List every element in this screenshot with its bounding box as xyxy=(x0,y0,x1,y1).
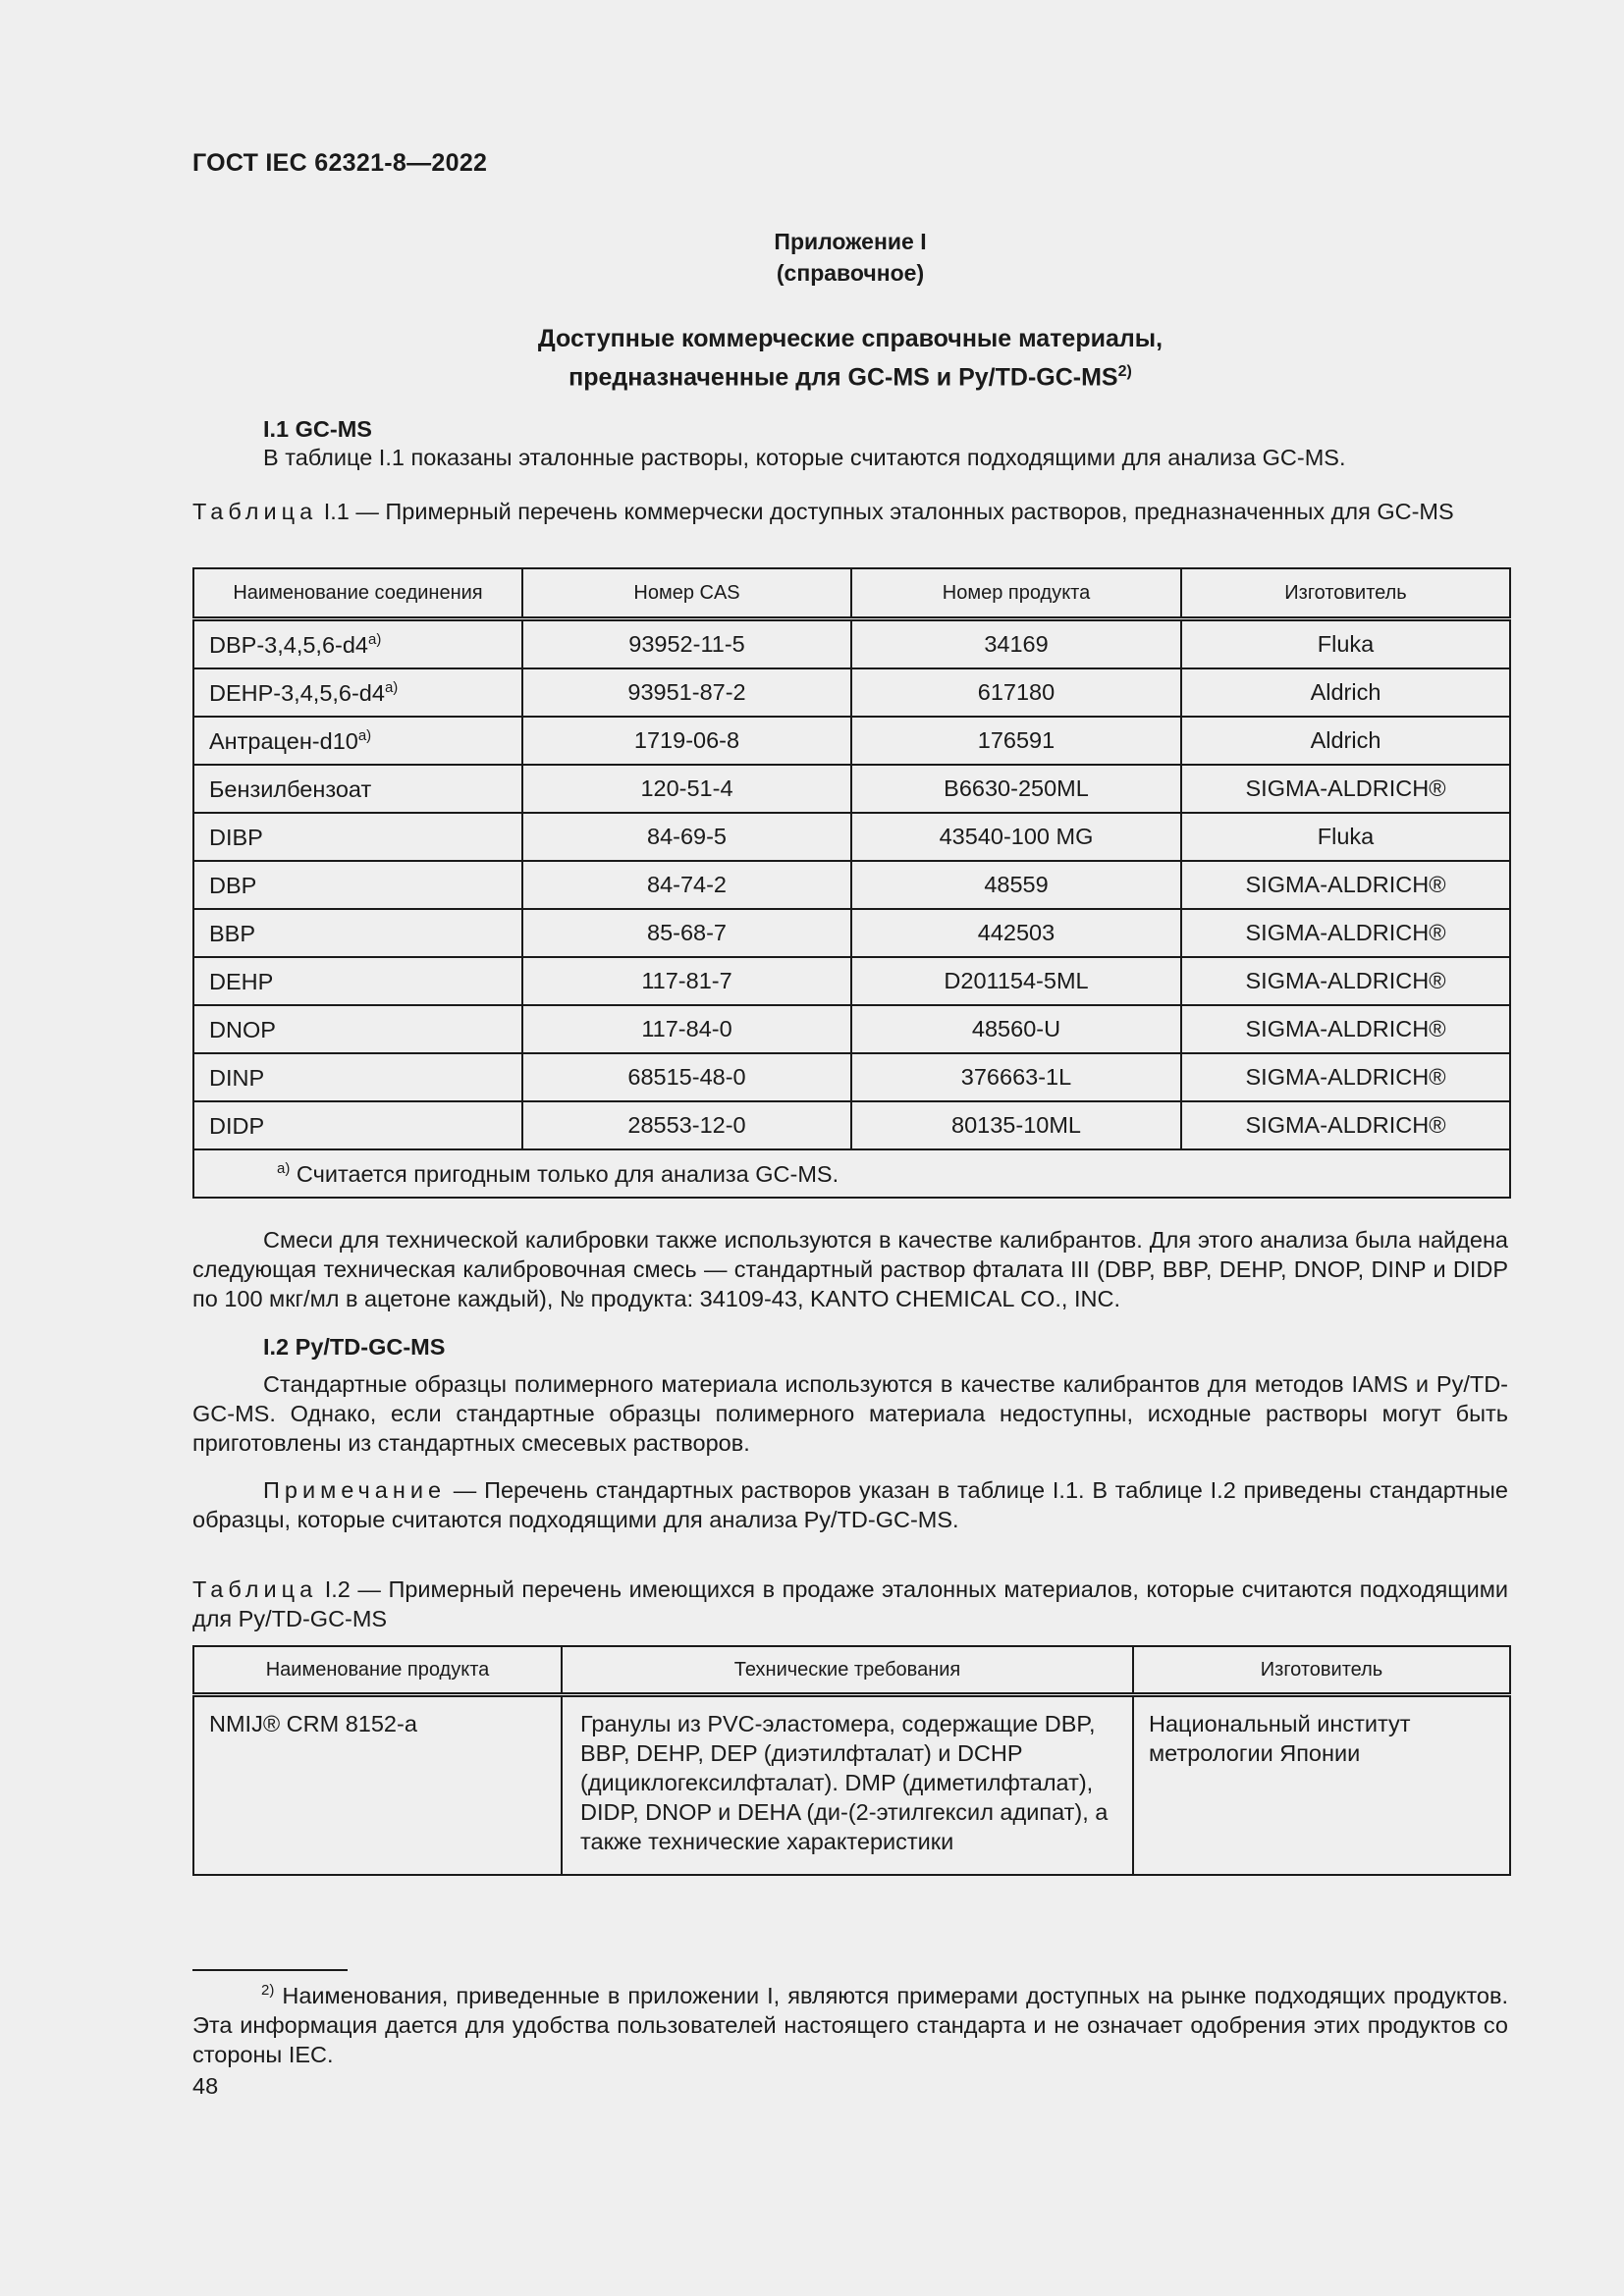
column-header: Номер CAS xyxy=(522,568,851,619)
table-row xyxy=(193,1695,1510,1876)
product-number-cell: 43540-100 MG xyxy=(851,813,1181,861)
page-footnote: $^{2)}$ Наименования, приведенные в приложении I, являются примерами доступных на рынке подходящих продуктов. Эта информация дается для удобства пользователей настоящего стандарта и не означает одобрения этих продуктов со стороны IEC. xyxy=(192,1982,1508,2067)
compound-name-cell: DIBP xyxy=(193,813,522,861)
compound-name-cell: BBP xyxy=(193,909,522,957)
cas-number-cell: 120-51-4 xyxy=(522,765,851,813)
column-header: Номер продукта xyxy=(851,568,1181,619)
table-row xyxy=(193,1005,1510,1053)
compound-name-cell: DNOP xyxy=(193,1005,522,1053)
requirements-cell: Гранулы из PVC-эластомера, содержащие DBP, BBP, DEHP, DEP (диэтилфталат) и DCHP (дициклогексилфталат). DMP (диметилфталат), DIDP, DNOP и DEHA (ди-(2-этилгексил адипат), а также технические характеристики xyxy=(562,1695,1133,1876)
table-header-row xyxy=(193,1646,1510,1695)
table-footnote: $^{a)}$ Считается пригодным только для анализа GC-MS. xyxy=(193,1149,1510,1198)
annex-heading-line1: Доступные коммерческие справочные материалы, xyxy=(537,325,1164,352)
cas-number-cell: 117-81-7 xyxy=(522,957,851,1005)
manufacturer-cell: Aldrich xyxy=(1181,668,1510,717)
reference-materials-table xyxy=(192,1645,1511,1876)
table-footnote-row xyxy=(193,1149,1510,1198)
cas-number-cell: 85-68-7 xyxy=(522,909,851,957)
cas-number-cell: 84-74-2 xyxy=(522,861,851,909)
table-row xyxy=(193,1101,1510,1149)
cas-number-cell: 84-69-5 xyxy=(522,813,851,861)
footnote-ref: a) xyxy=(384,678,399,696)
table-row xyxy=(193,909,1510,957)
manufacturer-cell: Национальный институт метрологии Японии xyxy=(1133,1695,1510,1876)
product-number-cell: 48559 xyxy=(851,861,1181,909)
compound-name-cell: DEHP xyxy=(193,957,522,1005)
compound-name-cell: Антрацен-d10$^{a)}$ xyxy=(193,717,522,765)
compound-name-cell: DBP-3,4,5,6-d4$^{a)}$ xyxy=(193,619,522,669)
compound-name-cell: DINP xyxy=(193,1053,522,1101)
footnote-ref: a) xyxy=(357,726,372,744)
manufacturer-cell: SIGMA-ALDRICH® xyxy=(1181,1005,1510,1053)
manufacturer-cell: SIGMA-ALDRICH® xyxy=(1181,1101,1510,1149)
column-header: Технические требования xyxy=(562,1646,1133,1695)
product-number-cell: 176591 xyxy=(851,717,1181,765)
table-row xyxy=(193,861,1510,909)
cas-number-cell: 117-84-0 xyxy=(522,1005,851,1053)
product-number-cell: B6630-250ML xyxy=(851,765,1181,813)
column-header: Изготовитель xyxy=(1181,568,1510,619)
compound-name-cell: DEHP-3,4,5,6-d4$^{a)}$ xyxy=(193,668,522,717)
product-number-cell: 617180 xyxy=(851,668,1181,717)
table-header-row xyxy=(193,568,1510,619)
column-header: Наименование продукта xyxy=(193,1646,562,1695)
column-header: Изготовитель xyxy=(1133,1646,1510,1695)
manufacturer-cell: SIGMA-ALDRICH® xyxy=(1181,909,1510,957)
compound-name-cell: DBP xyxy=(193,861,522,909)
section2-paragraph: Стандартные образцы полимерного материала используются в качестве калибрантов для методов IAMS и Py/TD-GC-MS. Однако, если стандартные образцы полимерного материала недоступны, исходные растворы могут быть приготовлены из стандартных смесевых растворов. xyxy=(192,1371,1508,1456)
manufacturer-cell: SIGMA-ALDRICH® xyxy=(1181,957,1510,1005)
cas-number-cell: 1719-06-8 xyxy=(522,717,851,765)
calibration-paragraph: Смеси для технической калибровки также используются в качестве калибрантов. Для этого анализа была найдена следующая техническая калибровочная смесь — стандартный раствор фталата III (DBP, BBP, DEHP, DNOP, DINP и DIDP по 100 мкг/мл в ацетоне каждый), № продукта: 34109-43, KANTO CHEMICAL CO., INC. xyxy=(192,1227,1508,1311)
table-row xyxy=(193,668,1510,717)
cas-number-cell: 28553-12-0 xyxy=(522,1101,851,1149)
table-row xyxy=(193,619,1510,669)
annex-heading xyxy=(192,322,1508,394)
manufacturer-cell: SIGMA-ALDRICH® xyxy=(1181,765,1510,813)
product-number-cell: 80135-10ML xyxy=(851,1101,1181,1149)
column-header: Наименование соединения xyxy=(193,568,522,619)
cas-number-cell: 68515-48-0 xyxy=(522,1053,851,1101)
cas-number-cell: 93951-87-2 xyxy=(522,668,851,717)
compound-name-cell: Бензилбензоат xyxy=(193,765,522,813)
manufacturer-cell: SIGMA-ALDRICH® xyxy=(1181,1053,1510,1101)
footnote-divider xyxy=(192,1969,348,1971)
annex-heading-line2: предназначенные для GC-MS и Py/TD-GC-MS$^{2)}$ xyxy=(568,363,1132,392)
reference-solutions-table xyxy=(192,567,1511,1199)
document-id: ГОСТ IEC 62321-8—2022 xyxy=(192,149,488,177)
product-number-cell: 376663-1L xyxy=(851,1053,1181,1101)
product-number-cell: D201154-5ML xyxy=(851,957,1181,1005)
footnote-ref: a) xyxy=(367,630,382,648)
section-heading-1: I.1 GC-MS xyxy=(263,416,372,442)
manufacturer-cell: SIGMA-ALDRICH® xyxy=(1181,861,1510,909)
product-name-cell: NMIJ® CRM 8152-a xyxy=(193,1695,562,1876)
annex-title xyxy=(192,226,1508,289)
table-row xyxy=(193,1053,1510,1101)
table2-caption: Таблица I.2 — Примерный перечень имеющихся в продаже эталонных материалов, которые считаются подходящими для Py/TD-GC-MS xyxy=(192,1576,1509,1631)
table-row xyxy=(193,957,1510,1005)
manufacturer-cell: Aldrich xyxy=(1181,717,1510,765)
annex-type: (справочное) xyxy=(776,260,925,286)
section-heading-2: I.2 Py/TD-GC-MS xyxy=(263,1334,446,1360)
compound-name-cell: DIDP xyxy=(193,1101,522,1149)
cas-number-cell: 93952-11-5 xyxy=(522,619,851,669)
table1-caption: Таблица I.1 — Примерный перечень коммерчески доступных эталонных растворов, предназначенных для GC-MS xyxy=(192,499,1454,524)
table-row xyxy=(193,717,1510,765)
manufacturer-cell: Fluka xyxy=(1181,619,1510,669)
page-number: 48 xyxy=(192,2073,219,2099)
annex-label: Приложение I xyxy=(774,229,927,254)
table-row xyxy=(193,765,1510,813)
product-number-cell: 442503 xyxy=(851,909,1181,957)
table-row xyxy=(193,813,1510,861)
footnote-ref: 2) xyxy=(1117,363,1132,380)
section1-intro: В таблице I.1 показаны эталонные растворы, которые считаются подходящими для анализа GC-MS. xyxy=(263,445,1346,470)
product-number-cell: 34169 xyxy=(851,619,1181,669)
product-number-cell: 48560-U xyxy=(851,1005,1181,1053)
note-paragraph: Примечание — Перечень стандартных растворов указан в таблице I.1. В таблице I.2 приведены стандартные образцы, которые считаются подходящими для анализа Py/TD-GC-MS. xyxy=(192,1477,1508,1532)
manufacturer-cell: Fluka xyxy=(1181,813,1510,861)
